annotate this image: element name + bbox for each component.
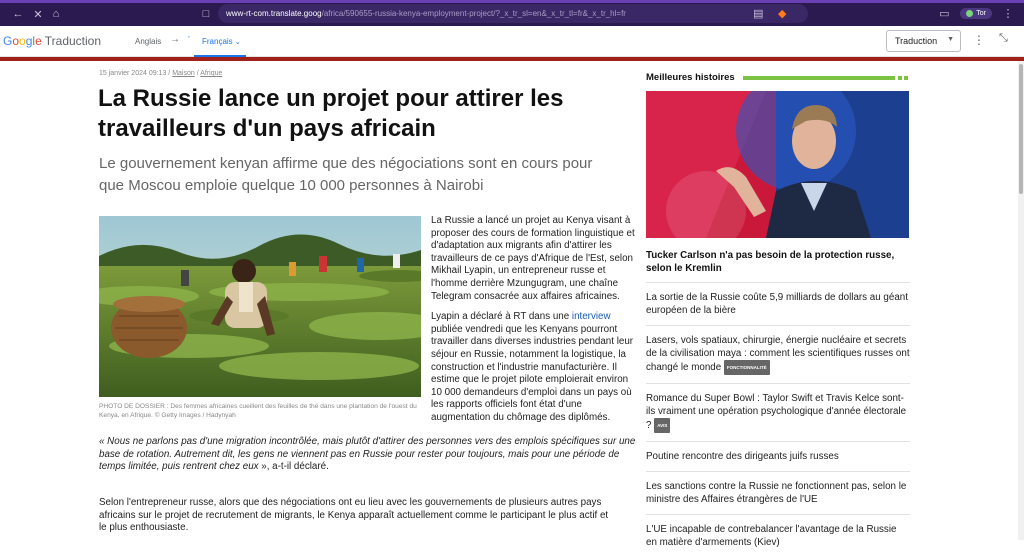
paragraph-1: La Russie a lancé un projet au Kenya visant à proposer des cours de formation linguistique et d'adaptation aux migrants afin d'attirer les travailleurs de ce pays d'Afrique de l'Est, selon Mikhail Lyapin, un entrepreneur russe et l'homme derrière Mzungugram, une chaîne Telegram consacrée aux affaires africaines. bbox=[431, 215, 635, 302]
scrollbar-thumb[interactable] bbox=[1019, 64, 1023, 194]
stop-icon[interactable]: ✕ bbox=[33, 8, 43, 21]
quote-paragraph bbox=[99, 436, 639, 474]
source-language[interactable]: Anglais bbox=[135, 37, 162, 46]
story-tag: AVIS bbox=[654, 418, 670, 433]
chevron-down-icon: ⌄ bbox=[234, 39, 241, 46]
story-title: Lasers, vols spatiaux, chirurgie, énergie nucléaire et secrets de la civilisation maya : comment les scientifiques russes ont changé le monde bbox=[646, 335, 910, 374]
speaker-image bbox=[646, 91, 909, 238]
sidebar-heading: Meilleures histoires bbox=[646, 72, 735, 83]
back-icon[interactable]: ← bbox=[12, 8, 24, 20]
dropdown-caret-icon: ▼ bbox=[947, 36, 954, 43]
top-story-photo[interactable] bbox=[646, 91, 909, 238]
home-icon[interactable]: ⌂ bbox=[52, 8, 60, 20]
reader-view-icon[interactable]: ▤ bbox=[753, 7, 764, 20]
translation-mode-label: Traduction bbox=[895, 36, 938, 46]
site-header-line bbox=[0, 57, 1024, 61]
paragraph-2-end: publiée vendredi que les Kenyans pourront travailler dans diverses industries pendant leur séjour en Russie, notamment la logistique, la construction et l'industrie manufacturière. Il estime que le projet pilote emploierait environ 10 000 demandeurs d'emploi dans un pays où les rapports officiels font état d'une augmentation du chômage des diplômés. bbox=[431, 323, 634, 423]
browser-actions bbox=[750, 5, 1016, 21]
top-story-title[interactable]: Tucker Carlson n'a pas besoin de la protection russe, selon le Kremlin bbox=[646, 250, 895, 274]
story-title: Romance du Super Bowl : Taylor Swift et Travis Kelce sont-ils vraiment une opération psychologique d'année électorale ? bbox=[646, 393, 907, 432]
quote-text: « Nous ne parlons pas d'une migration incontrôlée, mais plutôt d'attirer des personnes vers des emplois spécifiques sur une base de rotation. Autrement dit, les gens ne viennent pas en Russie pour rester pour toujours, mais pour une période de temps limitée, puis rentrent chez eux bbox=[99, 436, 636, 473]
translation-mode-select[interactable] bbox=[886, 30, 961, 52]
story-title: L'UE incapable de contrebalancer l'avantage de la Russie en matière d'armements (Kiev) bbox=[646, 524, 897, 548]
address-bar[interactable] bbox=[218, 4, 808, 23]
story-title: Les sanctions contre la Russie ne fonctionnent pas, selon le ministre des Affaires étrangères de l'UE bbox=[646, 481, 907, 505]
more-options-icon[interactable]: ⋮ bbox=[973, 33, 985, 47]
translate-bar bbox=[0, 26, 1024, 57]
article-meta: 15 janvier 2024 09:13 / Maison / Afrique bbox=[99, 70, 223, 77]
interview-link[interactable]: interview bbox=[571, 311, 611, 323]
target-language[interactable] bbox=[202, 37, 241, 46]
language-marker-icon: ’ bbox=[188, 35, 190, 44]
article-title: La Russie lance un projet pour attirer les travailleurs d'un pays africain bbox=[98, 85, 564, 142]
sidebar-icon[interactable]: ▭ bbox=[939, 7, 950, 20]
list-item[interactable] bbox=[646, 325, 910, 383]
story-title: Poutine rencontre des dirigeants juifs russes bbox=[646, 451, 839, 462]
story-tag: FONCTIONNALITÉ bbox=[724, 360, 770, 375]
article-date: 15 janvier 2024 09:13 bbox=[99, 70, 167, 77]
browser-accent-bar bbox=[0, 0, 1024, 3]
story-title: La sortie de la Russie coûte 5,9 milliards de dollars au géant européen de la bière bbox=[646, 292, 908, 316]
tor-button[interactable] bbox=[960, 8, 992, 19]
tor-icon bbox=[966, 10, 973, 17]
breadcrumb-home[interactable]: Maison bbox=[172, 70, 195, 77]
tea-plantation-image bbox=[99, 216, 421, 397]
collapse-icon[interactable]: ⤡ bbox=[999, 32, 1008, 44]
url-path: /africa/590655-russia-kenya-employment-project/?_x_tr_sl=en&_x_tr_tl=fr&_x_tr_hl=fr bbox=[321, 9, 626, 18]
tor-label: Tor bbox=[976, 9, 986, 17]
paragraph-2-start: Lyapin a déclaré à RT dans une bbox=[431, 311, 572, 323]
sidebar-heading-dot bbox=[904, 76, 908, 80]
paragraph-3: Selon l'entrepreneur russe, alors que des négociations ont eu lieu avec les gouvernements de plusieurs autres pays africains sur le projet de recrutement de migrants, le Kenya apparaît actuellement comme le participant le plus actif et le plus enthousiaste. bbox=[99, 497, 609, 534]
list-item[interactable] bbox=[646, 471, 910, 514]
sidebar-heading-bar bbox=[743, 76, 895, 80]
bookmark-icon[interactable]: □ bbox=[202, 8, 210, 20]
list-item[interactable] bbox=[646, 282, 910, 325]
menu-icon[interactable]: ⋮ bbox=[1002, 7, 1014, 20]
article-subtitle: Le gouvernement kenyan affirme que des négociations sont en cours pour que Moscou emploie quelque 10 000 personnes à Nairobi bbox=[99, 155, 593, 194]
paragraph-2 bbox=[431, 311, 636, 424]
browser-toolbar bbox=[0, 0, 1024, 26]
google-wordmark: Google bbox=[3, 34, 42, 48]
breadcrumb-section[interactable]: Afrique bbox=[200, 70, 223, 77]
shield-icon[interactable]: ◆ bbox=[778, 7, 787, 20]
sidebar-heading-dot bbox=[898, 76, 902, 80]
target-language-label: Français bbox=[202, 37, 233, 46]
list-item[interactable] bbox=[646, 383, 910, 441]
article-photo[interactable] bbox=[99, 216, 421, 397]
photo-caption: PHOTO DE DOSSIER : Des femmes africaines cueillent des feuilles de thé dans une plantation de l'ouest du Kenya, en Afrique. © Getty Images / Hadynyah bbox=[99, 403, 417, 419]
article-body-column bbox=[431, 215, 636, 433]
translate-wordmark: Traduction bbox=[44, 34, 102, 48]
arrow-right-icon: → bbox=[170, 34, 180, 45]
list-item[interactable] bbox=[646, 441, 910, 471]
list-item[interactable] bbox=[646, 514, 910, 557]
quote-attribution: », a-t-il déclaré. bbox=[258, 461, 329, 473]
google-translate-logo[interactable] bbox=[3, 34, 101, 48]
url-host: www-rt-com.translate.goog bbox=[226, 9, 322, 18]
top-stories-list bbox=[646, 282, 910, 557]
